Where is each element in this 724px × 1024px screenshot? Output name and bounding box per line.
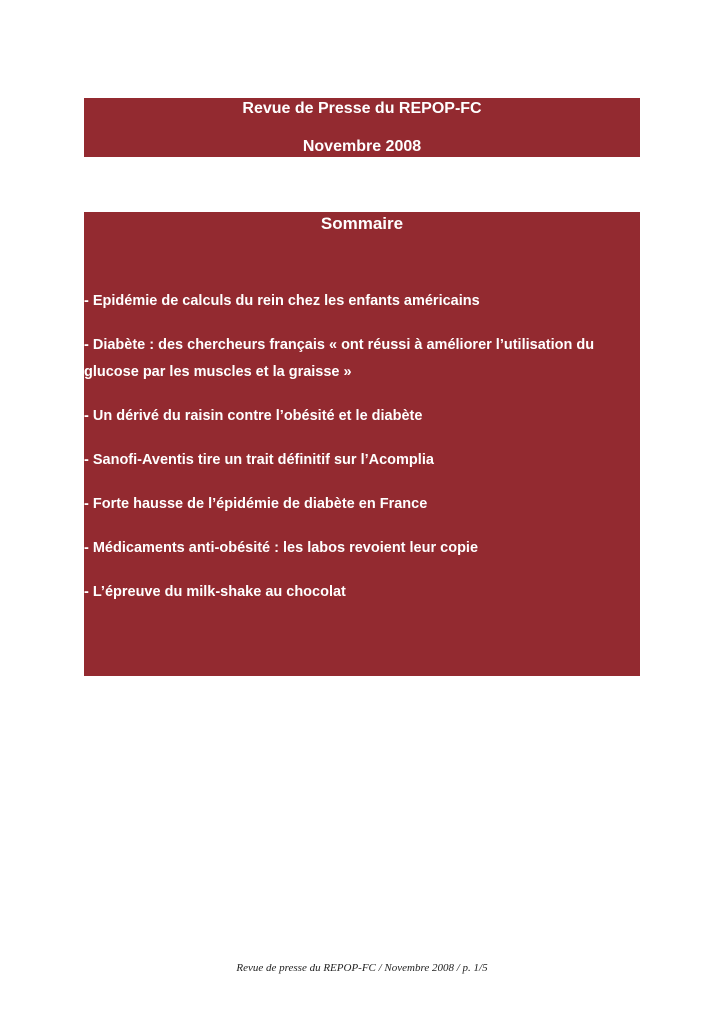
summary-box — [84, 212, 640, 676]
page-footer: Revue de presse du REPOP-FC / Novembre 2008 / p. 1/5 — [236, 962, 488, 974]
summary-item: - Epidémie de calculs du rein chez les enfants américains — [84, 293, 480, 309]
summary-item: - Forte hausse de l’épidémie de diabète en France — [84, 496, 428, 512]
summary-item: - Médicaments anti-obésité : les labos revoient leur copie — [84, 540, 479, 556]
summary-list — [84, 288, 634, 623]
summary-item: - Diabète : des chercheurs français « ont réussi à améliorer l’utilisation du glucose par les muscles et la graisse » — [84, 337, 595, 380]
summary-item: - Un dérivé du raisin contre l’obésité et le diabète — [84, 408, 423, 424]
document-date: Novembre 2008 — [302, 138, 422, 155]
document-title: Revue de Presse du REPOP-FC — [242, 100, 482, 117]
summary-item: - Sanofi-Aventis tire un trait définitif sur l’Acomplia — [84, 452, 434, 468]
summary-item: - L’épreuve du milk-shake au chocolat — [84, 584, 346, 600]
header-banner — [84, 98, 640, 157]
summary-title: Sommaire — [320, 214, 404, 233]
